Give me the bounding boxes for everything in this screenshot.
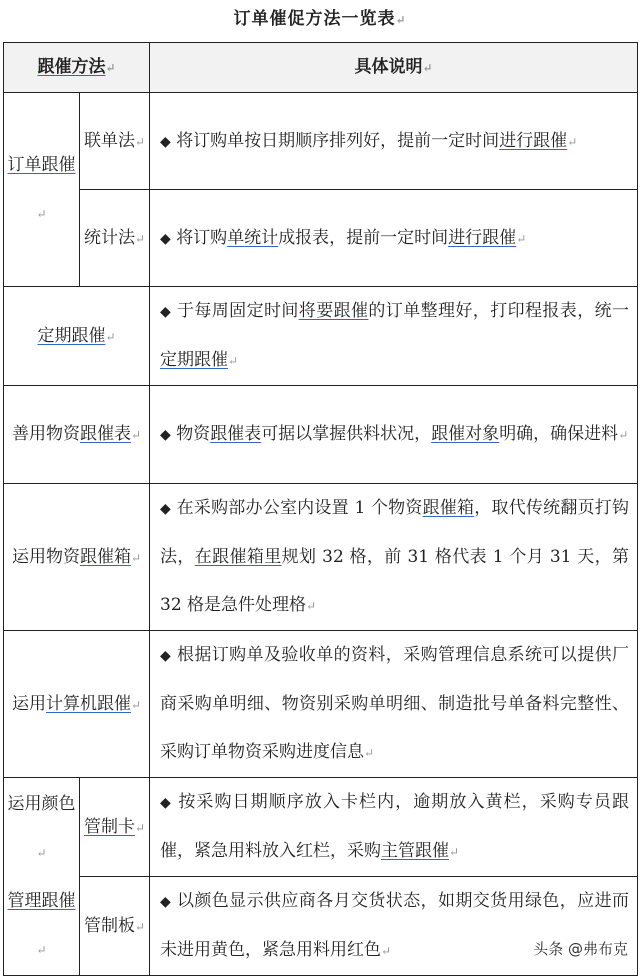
description-cell: ◆ 以颜色显示供应商各月交货状态，如期交货用绿色，应进而未进用黄色，紧急用料用红色↵ (150, 877, 638, 976)
table-row (4, 190, 638, 287)
watermark: 头条 @弗布克 (533, 940, 628, 958)
description-cell: ◆ 根据订购单及验收单的资料，采购管理信息系统可以提供厂商采购单明细、物资别采购单明细、制造批号单备料完整性、采购订单物资采购进度信息↵ (150, 631, 638, 778)
description-cell: ◆ 物资跟催表可据以掌握供料状况，跟催对象明确，确保进料↵ (150, 386, 638, 484)
header-description: 具体说明↵ (150, 43, 638, 93)
table-row (4, 287, 638, 386)
method-cell: 运用计算机跟催↵ (4, 631, 150, 778)
table-header-row (4, 43, 638, 93)
table-row (4, 877, 638, 976)
header-method: 跟催方法↵ (4, 43, 150, 93)
sub-method-cell: 联单法↵ (80, 93, 150, 190)
description-cell: ◆ 于每周固定时间将要跟催的订单整理好，打印程报表，统一定期跟催↵ (150, 287, 638, 386)
description-cell: ◆ 在采购部办公室内设置 1 个物资跟催箱，取代传统翻页打钩法，在跟催箱里规划 32 格，前 31 格代表 1 个月 31 天，第 32 格是急件处理格↵ (150, 484, 638, 631)
table-row (4, 631, 638, 778)
sub-method-cell: 统计法↵ (80, 190, 150, 287)
method-cell: 善用物资跟催表↵ (4, 386, 150, 484)
sub-method-cell: 管制板↵ (80, 877, 150, 976)
description-cell: ◆ 将订购单统计成报表，提前一定时间进行跟催↵ (150, 190, 638, 287)
description-cell: ◆ 按采购日期顺序放入卡栏内，逾期放入黄栏，采购专员跟催，紧急用料放入红栏，采购主管跟催↵ (150, 778, 638, 877)
description-cell: ◆ 将订购单按日期顺序排列好，提前一定时间进行跟催↵ (150, 93, 638, 190)
method-cell: 定期跟催↵ (4, 287, 150, 386)
table-row (4, 93, 638, 190)
sub-method-cell: 管制卡↵ (80, 778, 150, 877)
color-management-cell: 运用颜色↵ 管理跟催↵ (4, 778, 80, 976)
order-followup-cell: 订单跟催↵ (4, 93, 80, 287)
method-cell: 运用物资跟催箱↵ (4, 484, 150, 631)
page-title: 订单催促方法一览表↵ (233, 9, 407, 29)
table-row (4, 778, 638, 877)
table-row (4, 484, 638, 631)
method-table (3, 42, 638, 976)
table-row (4, 386, 638, 484)
